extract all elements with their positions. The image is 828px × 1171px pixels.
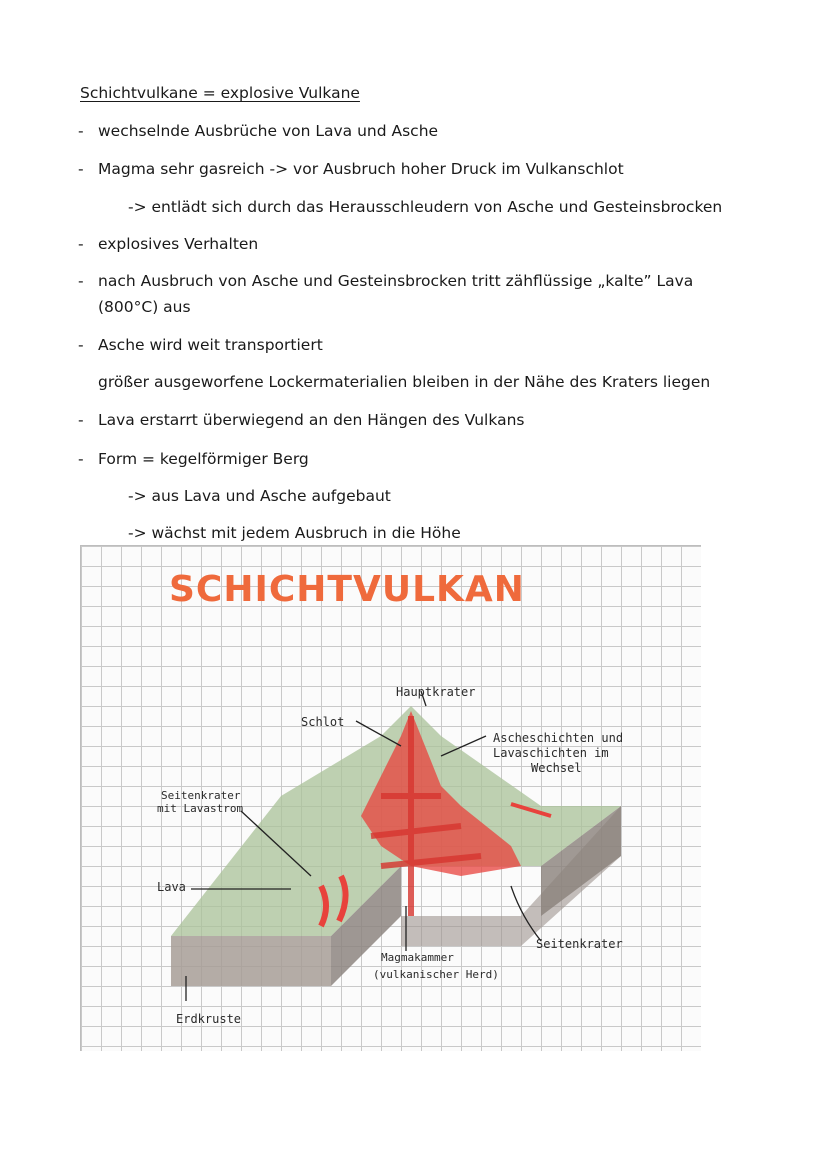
label-seitenkrater-lava-2: mit Lavastrom bbox=[157, 802, 244, 815]
text-line: explosives Verhalten bbox=[98, 235, 259, 253]
label-erdkruste: Erdkruste bbox=[176, 1012, 242, 1026]
text-line: Lava erstarrt überwiegend an den Hängen des Vulkans bbox=[98, 411, 525, 429]
text-line: -> entlädt sich durch das Herausschleudern von Asche und Gesteinsbrocken bbox=[128, 198, 723, 216]
text-line: -> aus Lava und Asche aufgebaut bbox=[128, 487, 391, 505]
text-line: -> wächst mit jedem Ausbruch in die Höhe bbox=[128, 524, 461, 542]
volcano-diagram bbox=[80, 545, 701, 1051]
text-line: Magma sehr gasreich -> vor Ausbruch hoher Druck im Vulkanschlot bbox=[98, 160, 624, 178]
text-line: größer ausgeworfene Lockermaterialien bleiben in der Nähe des Kraters liegen bbox=[98, 373, 711, 391]
label-hauptkrater: Hauptkrater bbox=[396, 685, 476, 699]
bullet-dash: - bbox=[78, 411, 84, 429]
diagram-title: SCHICHTVULKAN bbox=[169, 569, 525, 610]
label-magmakammer-2: (vulkanischer Herd) bbox=[373, 968, 499, 981]
label-seitenkrater: Seitenkrater bbox=[536, 937, 623, 951]
bullet-dash: - bbox=[78, 272, 84, 290]
label-ascheschichten-3: Wechsel bbox=[531, 761, 582, 775]
bullet-dash: - bbox=[78, 160, 84, 178]
text-line: nach Ausbruch von Asche und Gesteinsbrocken tritt zähflüssige „kalte” Lava bbox=[98, 272, 694, 290]
label-schlot: Schlot bbox=[301, 715, 345, 729]
bullet-dash: - bbox=[78, 450, 84, 468]
label-lava: Lava bbox=[157, 880, 186, 894]
bullet-dash: - bbox=[78, 122, 84, 140]
bullet-dash: - bbox=[78, 235, 84, 253]
text-line: wechselnde Ausbrüche von Lava und Asche bbox=[98, 122, 439, 140]
label-seitenkrater-lava-1: Seitenkrater bbox=[161, 789, 241, 802]
text-line: (800°C) aus bbox=[98, 298, 191, 316]
text-line: Form = kegelförmiger Berg bbox=[98, 450, 309, 468]
label-ascheschichten-2: Lavaschichten im bbox=[493, 746, 609, 760]
bullet-dash: - bbox=[78, 336, 84, 354]
crust-front-left bbox=[171, 936, 331, 986]
page-heading: Schichtvulkane = explosive Vulkane bbox=[80, 84, 360, 102]
volcano-drawing bbox=[81, 546, 701, 1051]
label-magmakammer-1: Magmakammer bbox=[381, 951, 454, 964]
text-line: Asche wird weit transportiert bbox=[98, 336, 323, 354]
label-ascheschichten-1: Ascheschichten und bbox=[493, 731, 624, 745]
